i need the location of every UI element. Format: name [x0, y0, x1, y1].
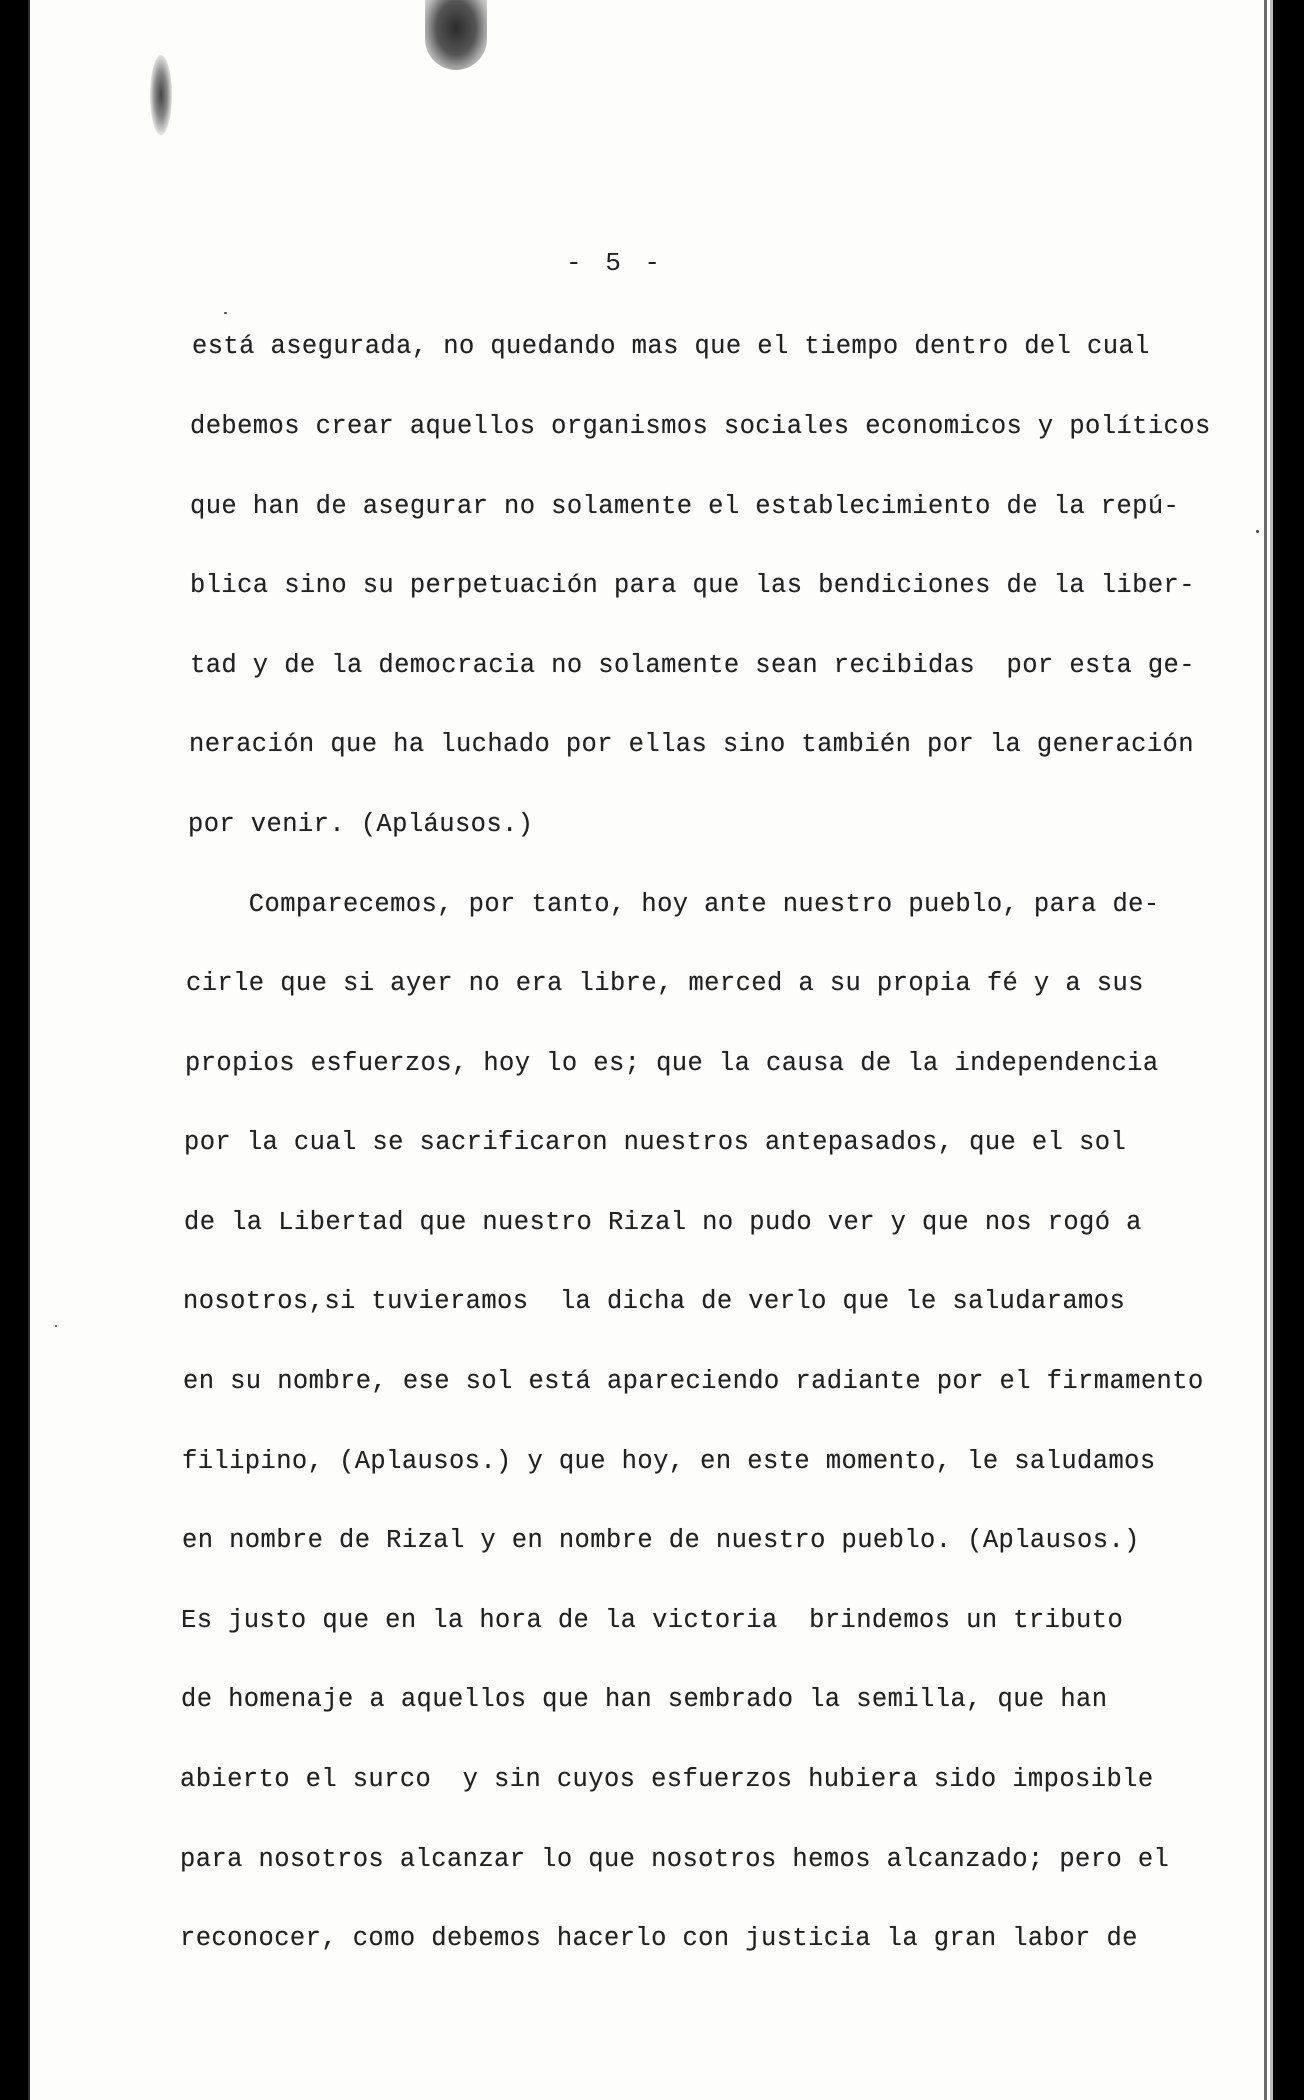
text-line: está asegurada, no quedando mas que el tiempo dentro del cual [192, 332, 1150, 361]
text-line: en nombre de Rizal y en nombre de nuestro pueblo. (Aplausos.) [182, 1526, 1140, 1555]
text-line: en su nombre, ese sol está apareciendo radiante por el firmamento [183, 1367, 1204, 1396]
ink-speck [224, 312, 227, 314]
text-line: abierto el surco y sin cuyos esfuerzos hubiera sido imposible [180, 1765, 1154, 1794]
text-line: tad y de la democracia no solamente sean recibidas por esta ge- [190, 651, 1195, 680]
text-line: que han de asegurar no solamente el establecimiento de la repú- [190, 492, 1180, 521]
page-number: - 5 - [566, 248, 665, 278]
text-line: Comparecemos, por tanto, hoy ante nuestro pueblo, para de- [186, 890, 1160, 919]
text-line: neración que ha luchado por ellas sino también por la generación [189, 730, 1194, 759]
text-line: por la cual se sacrificaron nuestros antepasados, que el sol [184, 1128, 1127, 1157]
ink-smudge-left [150, 55, 172, 135]
text-line: por venir. (Apláusos.) [188, 810, 534, 839]
ink-speck [55, 1325, 57, 1327]
text-line: filipino, (Aplausos.) y que hoy, en este momento, le saludamos [182, 1447, 1156, 1476]
text-line: para nosotros alcanzar lo que nosotros hemos alcanzado; pero el [180, 1845, 1170, 1874]
ink-smudge-top [425, 0, 487, 70]
text-line: cirle que si ayer no era libre, merced a su propia fé y a sus [186, 969, 1144, 998]
text-line: debemos crear aquellos organismos sociales economicos y políticos [190, 412, 1211, 441]
text-line: propios esfuerzos, hoy lo es; que la causa de la independencia [185, 1049, 1159, 1078]
page-edge [1264, 0, 1267, 2100]
text-line: de la Libertad que nuestro Rizal no pudo ver y que nos rogó a [184, 1208, 1142, 1237]
text-line: reconocer, como debemos hacerlo con justicia la gran labor de [180, 1924, 1138, 1953]
text-line: de homenaje a aquellos que han sembrado la semilla, que han [181, 1685, 1108, 1714]
ink-speck [1256, 530, 1259, 533]
text-line: Es justo que en la hora de la victoria brindemos un tributo [181, 1606, 1124, 1635]
text-line: nosotros,si tuvieramos la dicha de verlo que le saludaramos [183, 1287, 1126, 1316]
text-line: blica sino su perpetuación para que las bendiciones de la liber- [190, 571, 1195, 600]
